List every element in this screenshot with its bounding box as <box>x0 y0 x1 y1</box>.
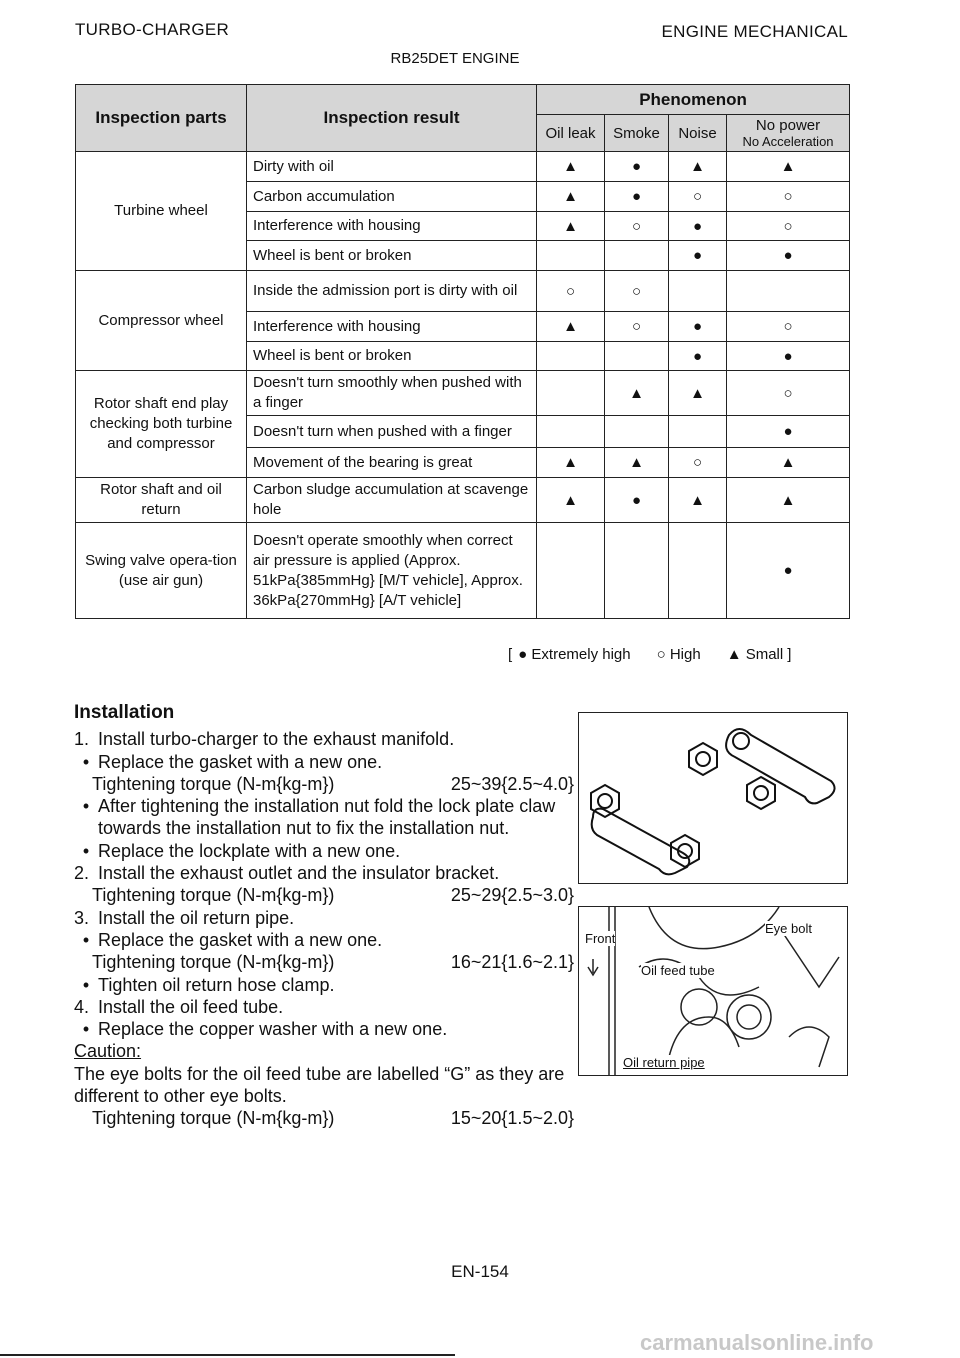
step-number: 3. <box>74 907 90 928</box>
header-inspection-parts: Inspection parts <box>76 85 247 152</box>
inspection-result: Doesn't turn smoothly when pushed with a finger <box>247 371 537 416</box>
no-power-symbol: ○ <box>727 312 850 342</box>
smoke-symbol: ● <box>605 152 669 182</box>
installation-title: Installation <box>74 702 175 723</box>
legend-open-bracket: [ <box>508 646 513 663</box>
header-smoke: Smoke <box>605 115 669 152</box>
inspection-result: Interference with housing <box>247 212 537 241</box>
no-power-symbol: ▲ <box>727 152 850 182</box>
label-oil-feed-tube: Oil feed tube <box>641 963 715 978</box>
bullet-icon: • <box>82 751 90 772</box>
step-4 <box>74 996 574 1018</box>
step-text: Install the oil feed tube. <box>98 996 284 1017</box>
step-text: Install the exhaust outlet and the insulator bracket. <box>98 863 500 884</box>
no-power-symbol: ○ <box>727 212 850 241</box>
oil-leak-symbol <box>537 241 605 271</box>
oil-leak-symbol <box>537 342 605 371</box>
noise-symbol: ● <box>669 212 727 241</box>
torque-label: Tightening torque (N-m{kg-m}) <box>92 952 335 973</box>
bullet-item <box>74 840 574 862</box>
lock-plate-illustration <box>579 713 847 883</box>
table-row <box>76 271 850 312</box>
legend-close-bracket: ] <box>787 646 792 663</box>
torque-line <box>74 951 574 973</box>
legend-extremely-high: ● Extremely high <box>518 646 631 663</box>
bullet-item <box>74 974 574 996</box>
footer-rule <box>0 1354 455 1356</box>
smoke-symbol <box>605 416 669 448</box>
bullet-item <box>74 751 574 773</box>
oil-leak-symbol: ▲ <box>537 448 605 478</box>
smoke-symbol <box>605 523 669 619</box>
label-front: Front <box>585 931 616 946</box>
header-section-title: TURBO-CHARGER <box>75 20 230 39</box>
torque-line <box>74 1107 574 1129</box>
noise-symbol: ▲ <box>669 478 727 523</box>
table-row <box>76 523 850 619</box>
inspection-result: Movement of the bearing is great <box>247 448 537 478</box>
header-inspection-result: Inspection result <box>247 85 537 152</box>
step-number: 2. <box>74 863 90 884</box>
caution-label: Caution: <box>74 1041 142 1062</box>
step-2 <box>74 862 574 884</box>
header-chapter-title: ENGINE MECHANICAL <box>661 22 848 41</box>
step-text: Install the oil return pipe. <box>98 907 295 928</box>
bullet-icon: • <box>82 1019 90 1040</box>
no-power-symbol: ● <box>727 342 850 371</box>
bullet-text: Replace the gasket with a new one. <box>98 929 383 950</box>
smoke-symbol: ● <box>605 478 669 523</box>
no-power-symbol: ▲ <box>727 448 850 478</box>
no-power-symbol: ● <box>727 241 850 271</box>
header-oil-leak: Oil leak <box>537 115 605 152</box>
bullet-icon: • <box>82 929 90 950</box>
noise-symbol: ○ <box>669 182 727 212</box>
smoke-symbol <box>605 241 669 271</box>
torque-value: 25~39{2.5~4.0} <box>450 773 574 794</box>
step-text: Install turbo-charger to the exhaust manifold. <box>98 729 455 750</box>
step-number: 1. <box>74 729 90 750</box>
torque-value: 25~29{2.5~3.0} <box>450 885 574 906</box>
oil-leak-symbol: ○ <box>537 271 605 312</box>
inspection-part: Swing valve opera-tion (use air gun) <box>76 523 247 619</box>
inspection-result: Dirty with oil <box>247 152 537 182</box>
noise-symbol: ● <box>669 342 727 371</box>
header-engine-label: RB25DET ENGINE <box>390 50 520 67</box>
bullet-item <box>74 1018 574 1040</box>
oil-leak-symbol: ▲ <box>537 212 605 241</box>
bullet-text: Replace the lockplate with a new one. <box>98 840 401 861</box>
lock-plate-figure <box>578 712 848 884</box>
label-oil-return-pipe: Oil return pipe <box>623 1055 705 1070</box>
torque-value: 16~21{1.6~2.1} <box>450 952 574 973</box>
inspection-result: Doesn't turn when pushed with a finger <box>247 416 537 448</box>
table-row <box>76 478 850 523</box>
legend <box>508 646 817 663</box>
oil-leak-symbol: ▲ <box>537 182 605 212</box>
bullet-icon: • <box>82 840 90 861</box>
smoke-symbol: ○ <box>605 312 669 342</box>
noise-symbol <box>669 416 727 448</box>
header-no-acceleration-label: No Acceleration <box>742 134 834 149</box>
noise-symbol: ▲ <box>669 152 727 182</box>
inspection-part: Turbine wheel <box>76 152 247 271</box>
legend-high: ○ High <box>656 646 701 663</box>
oil-leak-symbol <box>537 523 605 619</box>
step-3 <box>74 907 574 929</box>
noise-symbol <box>669 523 727 619</box>
noise-symbol: ● <box>669 312 727 342</box>
inspection-result: Doesn't operate smoothly when correct air pressure is applied (Approx. 51kPa{385mmHg} [M/T vehicle], Approx. 36kPa{270mmHg} [A/T vehicle] <box>247 523 537 619</box>
torque-line <box>74 884 574 906</box>
oil-leak-symbol <box>537 371 605 416</box>
smoke-symbol: ▲ <box>605 448 669 478</box>
table-row <box>76 371 850 416</box>
bullet-text: Replace the gasket with a new one. <box>98 751 383 772</box>
no-power-symbol <box>727 271 850 312</box>
torque-label: Tightening torque (N-m{kg-m}) <box>92 1108 335 1129</box>
inspection-result: Carbon accumulation <box>247 182 537 212</box>
no-power-symbol: ○ <box>727 371 850 416</box>
oil-leak-symbol <box>537 416 605 448</box>
inspection-table <box>75 84 850 619</box>
header-no-power <box>727 115 850 152</box>
bullet-text: Tighten oil return hose clamp. <box>98 974 335 995</box>
installation-section <box>74 702 574 1130</box>
watermark: carmanualsonline.info <box>640 1330 874 1355</box>
no-power-symbol: ● <box>727 523 850 619</box>
oil-leak-symbol: ▲ <box>537 478 605 523</box>
noise-symbol: ▲ <box>669 371 727 416</box>
page-number: EN-154 <box>451 1262 509 1281</box>
no-power-symbol: ● <box>727 416 850 448</box>
bullet-item <box>74 795 574 840</box>
header-no-power-label: No power <box>755 117 821 134</box>
oil-feed-tube-figure <box>578 906 848 1076</box>
bullet-text: Replace the copper washer with a new one. <box>98 1019 448 1040</box>
smoke-symbol: ● <box>605 182 669 212</box>
noise-symbol: ● <box>669 241 727 271</box>
header-phenomenon: Phenomenon <box>537 85 850 115</box>
header-noise: Noise <box>669 115 727 152</box>
torque-value: 15~20{1.5~2.0} <box>450 1108 574 1129</box>
noise-symbol <box>669 271 727 312</box>
step-number: 4. <box>74 996 90 1017</box>
smoke-symbol: ▲ <box>605 371 669 416</box>
bullet-item <box>74 929 574 951</box>
inspection-result: Interference with housing <box>247 312 537 342</box>
smoke-symbol: ○ <box>605 271 669 312</box>
bullet-icon: • <box>82 796 90 817</box>
oil-leak-symbol: ▲ <box>537 152 605 182</box>
bullet-icon: • <box>82 974 90 995</box>
label-eye-bolt: Eye bolt <box>765 921 812 936</box>
bullet-text: After tightening the installation nut fold the lock plate claw towards the installation nut to fix the installation nut. <box>98 796 556 839</box>
inspection-part: Compressor wheel <box>76 271 247 371</box>
inspection-part: Rotor shaft and oil return <box>76 478 247 523</box>
caution-text: The eye bolts for the oil feed tube are labelled “G” as they are different to other eye bolts. <box>74 1063 565 1107</box>
inspection-result: Wheel is bent or broken <box>247 342 537 371</box>
inspection-part: Rotor shaft end play checking both turbine and compressor <box>76 371 247 478</box>
torque-line <box>74 773 574 795</box>
no-power-symbol: ○ <box>727 182 850 212</box>
torque-label: Tightening torque (N-m{kg-m}) <box>92 773 335 794</box>
no-power-symbol: ▲ <box>727 478 850 523</box>
inspection-result: Inside the admission port is dirty with oil <box>247 271 537 312</box>
oil-leak-symbol: ▲ <box>537 312 605 342</box>
noise-symbol: ○ <box>669 448 727 478</box>
table-row <box>76 152 850 182</box>
smoke-symbol: ○ <box>605 212 669 241</box>
torque-label: Tightening torque (N-m{kg-m}) <box>92 885 335 906</box>
legend-small: ▲ Small <box>726 646 784 663</box>
inspection-result: Wheel is bent or broken <box>247 241 537 271</box>
smoke-symbol <box>605 342 669 371</box>
inspection-result: Carbon sludge accumulation at scavenge hole <box>247 478 537 523</box>
step-1 <box>74 728 574 750</box>
inspection-table-body <box>76 152 850 619</box>
